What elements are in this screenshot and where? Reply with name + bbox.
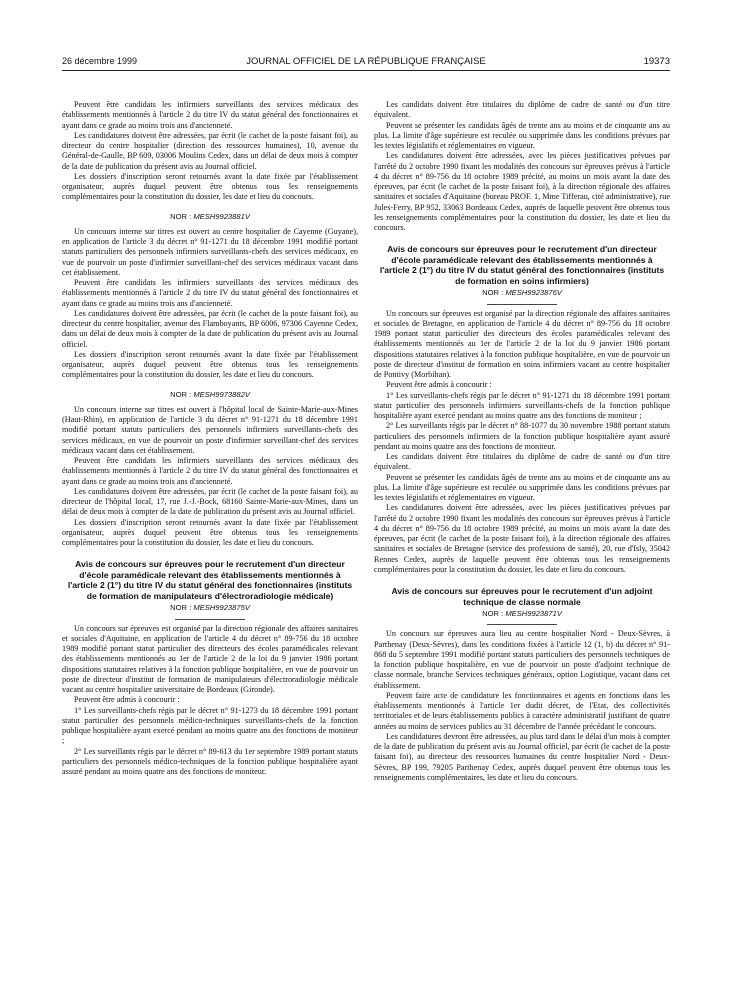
paragraph: Les dossiers d'inscription seront retournés avant la date fixée par l'établissement organisateur, auprès duquel peuvent être obtenus tous les renseignements complémentaires pour la constitution du dossier, les date et lieu du concours. (62, 349, 358, 380)
paragraph: Un concours sur épreuves est organisé par la direction régionale des affaires sanitaires et sociales d'Aquitaine, en application de l'article 4 du décret n° 89-756 du 18 octobre 1989 modifié portant statut particulier des directeurs des écoles paramédicales relevant des établissements mentionnés au 1er de l'article 2 de la loi du 9 janvier 1986 portant dispositions statutaires relatives à la fonction publique hospitalière, en vue de pourvoir un poste de directeur d'institut de formation de manipulateurs d'électroradiologie médicale vacant au centre hospitalier universitaire de Bordeaux (Gironde). (62, 623, 358, 694)
paragraph: Les candidatures doivent être adressées, avec les pièces justificatives prévues par l'arrêté du 2 octobre 1990 fixant les modalités des concours sur épreuves prévus à l'article 4 du décret n° 89-756 du 18 octobre 1989 précité, au moins un mois avant la date des épreuves, par écrit (le cachet de la poste faisant foi), à la direction régionale des affaires sanitaires et sociales d'Aquitaine (bureau PROF. 1, Mme Tifferau, cité administrative), rue Jules-Ferry, BP 952, 33063 Bordeaux Cedex, auprès de laquelle peuvent être obtenus tous les renseignements complémentaires pour la constitution du dossier, les date et lieu du concours. (374, 151, 670, 232)
paragraph: Peuvent être candidats les infirmiers surveillants des services médicaux des établissements mentionnés à l'article 2 du titre IV du statut général des fonctionnaires et ayant dans ce grade au moins trois ans d'ancienneté. (62, 278, 358, 308)
paragraph: Les candidatures doivent être adressées, par écrit (le cachet de la poste faisant foi), au directeur du centre hospitalier (direction des ressources humaines), 10, avenue du Général-de-Gaulle, BP 609, 03006 Moulins Cedex, dans un délai de deux mois à compter de la date de publication du présent avis au Journal officiel. (62, 130, 358, 171)
section-title: Avis de concours sur épreuves pour le recrutement d'un adjoint technique de classe normale (391, 586, 653, 607)
paragraph: Peuvent être admis à concourir : (74, 695, 180, 705)
section-separator (487, 304, 557, 305)
paragraph: Un concours sur épreuves est organisé par la direction régionale des affaires sanitaires et sociales de Bretagne, en application de l'article 4 du décret n° 89-756 du 18 octobre 1989 portant statut particulier des directeurs des écoles paramédicales relevant des établissements mentionnés au 1er de l'article 2 de la loi du 9 janvier 1986 portant dispositions statutaires relatives à la fonction publique hospitalière, en vue de pourvoir un poste de directeur d'institut de formation en soins infirmiers vacant au centre hospitalier de Pontivy (Morbihan). (374, 308, 670, 379)
paragraph: Peuvent se présenter les candidats âgés de trente ans au moins et de cinquante ans au plus. La limite d'âge supérieure est reculée ou supprimée dans les conditions prévues par les textes législatifs et réglementaires en vigueur. (374, 120, 670, 150)
section-title: Avis de concours sur épreuves pour le recrutement d'un directeur d'école paramédicale relevant des établissements mentionnés à l'article 2 (1°) du titre IV du statut général des fonctionnaires (instituts de formation de manipulateurs d'électroradiologie médicale) (67, 559, 353, 601)
nor-code: MESH9923875V (193, 603, 250, 613)
nor-code: MESH9923876V (505, 288, 562, 298)
header-page-number: 19373 (643, 56, 670, 67)
list-item: 1° Les surveillants-chefs régis par le décret n° 91-1273 du 18 décembre 1991 portant statut particulier des personnels médico-techniques surveillants-chefs de la fonction publique hospitalière ayant exercé pendant au moins quatre ans des fonctions de moniteur ; (62, 705, 358, 746)
paragraph: Peuvent être admis à concourir : (386, 380, 492, 390)
nor-label: NOR : (170, 603, 194, 613)
list-item: 2° Les surveillants régis par le décret n° 88-1077 du 30 novembre 1988 portant statuts particuliers des personnels infirmiers de la fonction publique hospitalière ayant assuré pendant au moins quatre ans des fonctions de moniteur. (374, 421, 670, 451)
nor-code: MESH9923881V (193, 211, 250, 221)
nor-code: MESH9973882V (193, 389, 250, 399)
header-date: 26 décembre 1999 (62, 56, 138, 66)
paragraph: Les candidats doivent être titulaires du diplôme de cadre de santé ou d'un titre équivalent. (374, 452, 670, 472)
nor-reference (62, 603, 358, 613)
paragraph: Les dossiers d'inscription seront retournés avant la date fixée par l'établissement organisateur, auprès duquel peuvent être obtenus tous les renseignements complémentaires pour la constitution du dossier, les date et lieu du concours. (62, 517, 358, 547)
list-item: 1° Les surveillants-chefs régis par le décret n° 91-1271 du 18 décembre 1991 portant statut particulier des personnels infirmiers surveillants-chefs de la fonction publique hospitalière ayant exercé pendant au moins quatre ans des fonctions de moniteur ; (374, 390, 670, 420)
nor-label: NOR : (482, 609, 506, 618)
left-column (62, 100, 358, 976)
nor-reference (62, 212, 358, 222)
header-rule (62, 70, 670, 71)
nor-label: NOR : (170, 389, 194, 399)
paragraph: Un concours interne sur titres est ouvert au centre hospitalier de Cayenne (Guyane), en application de l'article 3 du décret n° 91-1271 du 18 décembre 1991 modifié portant statuts particuliers des personnels infirmiers surveillants-chefs des services médicaux, en vue de pourvoir un poste d'infirmier surveillant-chef des services médicaux vacant dans cet établissement. (62, 226, 358, 277)
header-journal-title: JOURNAL OFFICIEL DE LA RÉPUBLIQUE FRANÇAISE (246, 56, 486, 67)
paragraph: Un concours sur épreuves aura lieu au centre hospitalier Nord - Deux-Sèvres, à Parthenay (Deux-Sèvres), dans les conditions fixées à l'article 12 (1, b) du décret n° 91-868 du 5 septembre 1991 modifié portant statuts particuliers des personnels techniques de la fonction publique hospitalière, en vue de pourvoir un poste d'adjoint technique de classe normale, branche Services techniques généraux, option Logistique, vacant dans cet établissement. (374, 629, 670, 690)
paragraph: Peuvent faire acte de candidature les fonctionnaires et agents en fonctions dans les établissements mentionnés à l'article 1er dudit décret, de l'Etat, des collectivités territoriales et de leurs établissements publics à caractère administratif justifiant de quatre années au moins de services publics au 31 décembre de l'année précédant le concours. (374, 690, 670, 731)
paragraph: Les candidatures doivent être adressées, par écrit (le cachet de la poste faisant foi), au directeur du centre hospitalier, avenue des Flamboyants, BP 6006, 97306 Cayenne Cedex, dans un délai de deux mois à compter de la date de publication du présent avis au Journal officiel. (62, 308, 358, 349)
paragraph: Les candidatures doivent être adressées, par écrit (le cachet de la poste faisant foi), au directeur de l'hôpital local, 17, rue J.-J.-Bock, 68160 Sainte-Marie-aux-Mines, dans un délai de deux mois à compter de la date de publication du présent avis au Journal officiel. (62, 486, 358, 517)
paragraph: Peuvent être candidats les infirmiers surveillants des services médicaux des établissements mentionnés à l'article 2 du titre IV du statut général des fonctionnaires et ayant dans ce grade au moins trois ans d'ancienneté. (62, 100, 358, 130)
paragraph: Les candidatures doivent être adressées, avec les pièces justificatives prévues par l'arrêté du 2 octobre 1990 fixant les modalités des concours sur épreuves prévus à l'article 4 du décret n° 89-756 du 18 octobre 1989 précité, au moins un mois avant la date des épreuves, par écrit (le cachet de la poste faisant foi), à la direction régionale des affaires sanitaires et sociales de Bretagne (service des professions de santé), 20, rue d'Isly, 35042 Rennes Cedex, auprès de laquelle peuvent être obtenus tous les renseignements complémentaires pour la constitution du dossier, les date et lieu du concours. (374, 503, 670, 574)
section-separator (487, 624, 557, 625)
nor-reference (374, 288, 670, 298)
paragraph: Les candidats doivent être titulaires du diplôme de cadre de santé ou d'un titre équivalent. (374, 100, 670, 120)
nor-reference (62, 390, 358, 400)
paragraph: Peuvent se présenter les candidats âgés de trente ans au moins et de cinquante ans au plus. La limite d'âge supérieure est reculée ou supprimée dans les conditions prévues par les textes législatifs et réglementaires en vigueur. (374, 472, 670, 502)
paragraph: Les dossiers d'inscription seront retournés avant la date fixée par l'établissement organisateur, auprès duquel peuvent être obtenus tous les renseignements complémentaires pour la constitution du dossier, les date et lieu du concours. (62, 171, 358, 202)
list-item: 2° Les surveillants régis par le décret n° 89-613 du 1er septembre 1989 portant statuts particuliers des personnels médico-techniques de la fonction publique hospitalière ayant assuré pendant au moins quatre ans des fonctions de moniteur. (62, 746, 358, 776)
paragraph: Peuvent être candidats les infirmiers surveillants des services médicaux des établissements mentionnés à l'article 2 du titre IV du statut général des fonctionnaires et ayant dans ce grade au moins trois ans d'ancienneté. (62, 456, 358, 486)
paragraph: Un concours interne sur titres est ouvert à l'hôpital local de Sainte-Marie-aux-Mines (Haut-Rhin), en application de l'article 3 du décret n° 91-1271 du 18 décembre 1991 modifié portant statuts particuliers des personnels infirmiers surveillants-chefs des services médicaux, en vue de pourvoir un poste d'infirmier surveillant-chef des services médicaux vacant dans cet établissement. (62, 404, 358, 455)
nor-code: MESH9923871V (505, 609, 562, 618)
section-separator (175, 619, 245, 620)
paragraph: Les candidatures devront être adressées, au plus tard dans le délai d'un mois à compter de la date de publication du présent avis au Journal officiel, par écrit (le cachet de la poste faisant foi), au directeur des ressources humaines du centre hospitalier Nord - Deux-Sèvres, BP 199, 79205 Parthenay Cedex, auprès duquel peuvent être obtenus tous les renseignements complémentaires, les date et lieu du concours. (374, 731, 670, 782)
nor-reference (374, 609, 670, 619)
nor-label: NOR : (170, 211, 194, 221)
section-title: Avis de concours sur épreuves pour le recrutement d'un directeur d'école paramédicale relevant des établissements mentionnés à l'article 2 (1°) du titre IV du statut général des fonctionnaires (instituts de formation en soins infirmiers) (379, 244, 665, 286)
nor-label: NOR : (482, 288, 506, 298)
right-column (374, 100, 670, 976)
